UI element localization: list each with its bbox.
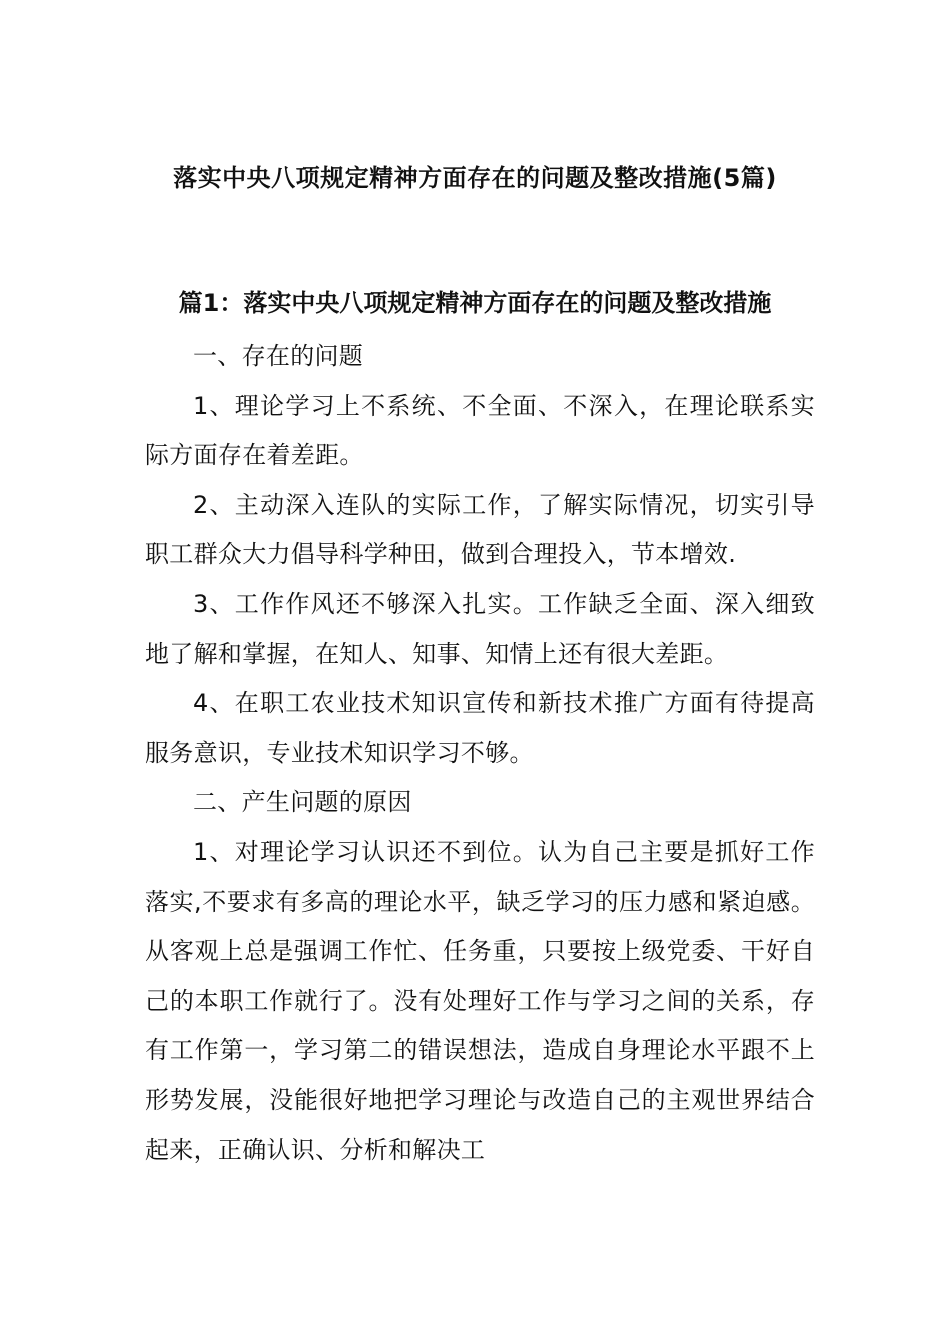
paragraph: 4、在职工农业技术知识宣传和新技术推广方面有待提高服务意识，专业技术知识学习不够。	[145, 689, 815, 767]
document-body	[145, 332, 815, 1175]
paragraph: 1、对理论学习认识还不到位。认为自己主要是抓好工作落实,不要求有多高的理论水平，缺乏学习的压力感和紧迫感。从客观上总是强调工作忙、任务重，只要按上级党委、干好自己的本职工作就行了。没有处理好工作与学习之间的关系，存有工作第一，学习第二的错误想法，造成自身理论水平跟不上形势发展，没能很好地把学习理论与改造自己的主观世界结合起来，正确认识、分析和解决工	[145, 837, 815, 1164]
heading-problems: 一、存在的问题	[193, 342, 364, 370]
paragraph: 1、理论学习上不系统、不全面、不深入，在理论联系实际方面存在着差距。	[145, 391, 815, 470]
paragraph: 2、主动深入连队的实际工作，了解实际情况，切实引导职工群众大力倡导科学种田，做到合理投入，节本增效.	[145, 490, 815, 569]
heading-causes: 二、产生问题的原因	[193, 788, 412, 817]
section-title: 篇1：落实中央八项规定精神方面存在的问题及整改措施	[178, 289, 772, 317]
paragraph: 3、工作作风还不够深入扎实。工作缺乏全面、深入细致地了解和掌握，在知人、知事、知情上还有很大差距。	[145, 589, 815, 668]
document-title: 落实中央八项规定精神方面存在的问题及整改措施(5篇)	[173, 164, 777, 192]
